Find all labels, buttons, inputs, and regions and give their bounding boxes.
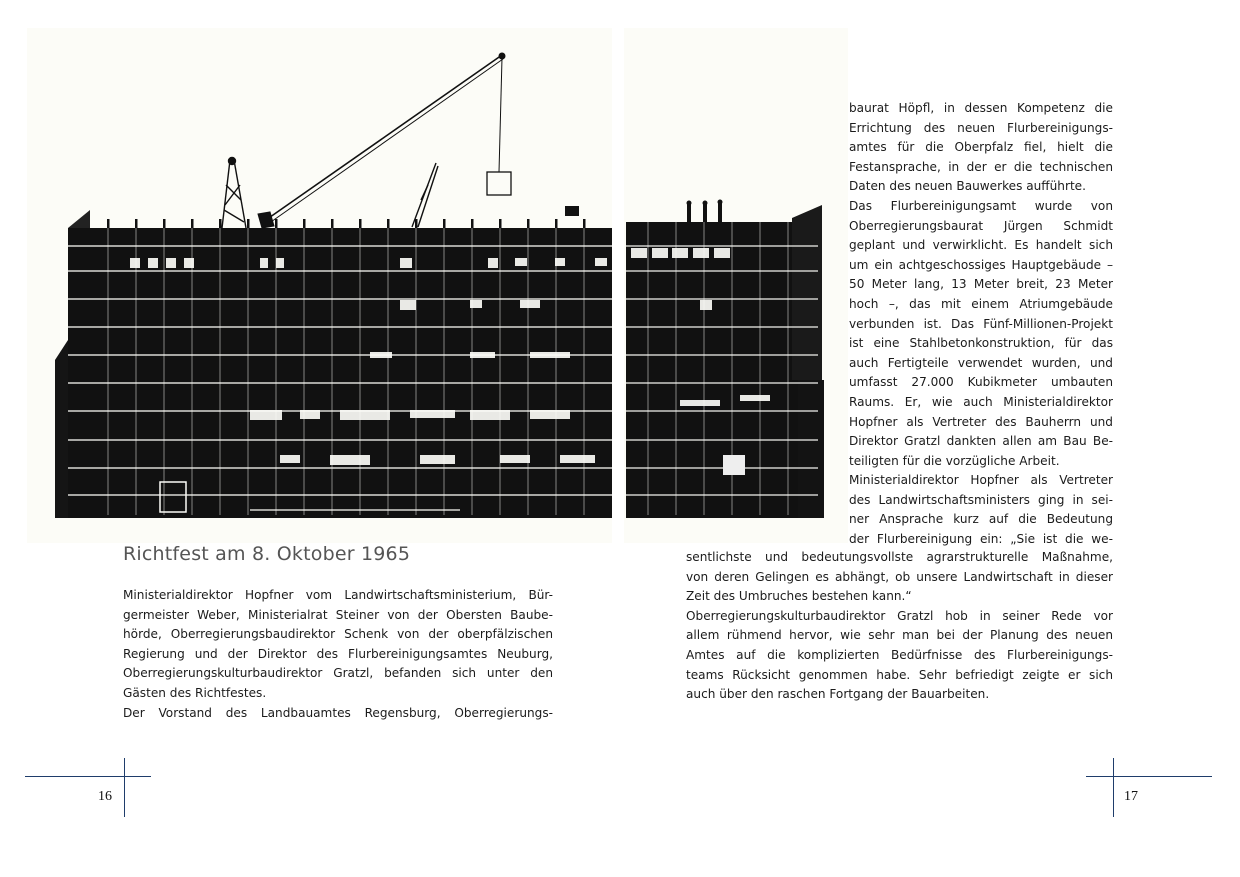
crop-mark-right-horizontal [1086, 776, 1212, 777]
window-patch [166, 258, 176, 268]
window-patch [672, 248, 688, 258]
rebar-stub [499, 219, 502, 228]
window-patch [470, 300, 482, 308]
window-patch [260, 258, 268, 268]
text-line: teiligten für die vorzügliche Arbeit. [849, 453, 1060, 468]
window-patch [148, 258, 158, 268]
window-patch [714, 248, 730, 258]
text-line: 50 Meter lang, 13 Meter breit, 23 Meter [849, 277, 1113, 292]
roof-workers [565, 200, 723, 223]
window-patch [693, 248, 709, 258]
text-line: germeister Weber, Ministerialrat Steiner von der Obersten Baube- [123, 607, 553, 622]
text-line: Das Flurbereinigungsamt wurde von [849, 198, 1113, 213]
text-line: von deren Gelingen es abhängt, ob unsere Landwirtschaft in dieser [686, 569, 1113, 584]
crop-mark-left-horizontal [25, 776, 151, 777]
window-patch [250, 410, 282, 420]
text-line: umfasst 27.000 Kubikmeter umbauten [849, 375, 1113, 390]
window-patch [488, 258, 498, 268]
text-line: geplant und verwirklicht. Es handelt sich [849, 238, 1113, 253]
window-patch [560, 455, 595, 463]
text-line: Festansprache, in der er die technischen [849, 159, 1113, 174]
text-line: auch über den raschen Fortgang der Bauarbeiten. [686, 687, 990, 702]
rebar-stub [359, 219, 362, 228]
window-patch [530, 352, 570, 358]
text-line: sentlichste und bedeutungsvollste agrarstrukturelle Maßnahme, [686, 550, 1113, 564]
rebar-stub [471, 219, 474, 228]
section-heading: Richtfest am 8. Oktober 1965 [123, 543, 411, 565]
text-line: Der Vorstand des Landbauamtes Regensburg, Oberregierungs- [123, 705, 553, 720]
text-line: Oberregierungskulturbaudirektor Gratzl, befanden sich unter den [123, 666, 553, 681]
text-line: ist eine Stahlbetonkonstruktion, für das [849, 336, 1113, 351]
window-patch [520, 300, 540, 308]
window-patch [595, 258, 607, 266]
window-patch [740, 395, 770, 401]
text-line: Amtes auf die komplizierten Bedürfnisse des Flurbereinigungs- [686, 647, 1113, 662]
rebar-stub [219, 219, 222, 228]
text-line: Direktor Gratzl dankten allen am Bau Be- [849, 434, 1113, 449]
text-line: Daten des neuen Bauwerkes aufführte. [849, 179, 1086, 194]
text-line: Raums. Er, wie auch Ministerialdirektor [849, 394, 1113, 409]
window-patch [500, 455, 530, 463]
small-crane [412, 163, 438, 227]
sign-board [723, 455, 745, 475]
text-line: auch Fertigteile verwendet wurden, und [849, 355, 1113, 370]
text-line: Ministerialdirektor Hopfner vom Landwirtschaftsministerium, Bür- [123, 588, 553, 602]
page-number-left: 16 [98, 789, 112, 804]
rebar-stub [107, 219, 110, 228]
text-line: amtes für die Oberpfalz fiel, hielt die [849, 140, 1113, 155]
text-line: Oberregierungskulturbaudirektor Gratzl hob in seiner Rede vor [686, 608, 1113, 623]
text-line: Ministerialdirektor Hopfner als Vertreter [849, 473, 1113, 488]
text-line: Errichtung des neuen Flurbereinigungs- [849, 120, 1113, 135]
window-patch [280, 455, 300, 463]
window-patch [276, 258, 284, 268]
window-patch [530, 410, 570, 419]
crop-mark-right-vertical [1113, 758, 1114, 817]
window-patch [652, 248, 668, 258]
window-patch [631, 248, 647, 258]
rebar-stub [191, 219, 194, 228]
window-patch [184, 258, 194, 268]
text-line: Regierung und der Direktor des Flurbereinigungsamtes Neuburg, [123, 646, 553, 661]
window-patch [470, 352, 495, 358]
text-line: teams Rücksicht genommen habe. Sehr befriedigt zeigte er sich [686, 667, 1113, 682]
right-page-wide-paragraph [686, 548, 1113, 705]
rebar-stub [247, 219, 250, 228]
text-line: allem rühmend hervor, wie sehr man bei der Planung des neuen [686, 628, 1113, 643]
rebar-stub [527, 219, 530, 228]
window-patch [370, 352, 392, 358]
text-line: der Flurbereinigung ein: „Sie ist die we- [849, 532, 1113, 547]
text-line: hörde, Oberregierungsbaudirektor Schenk von der oberpfälzischen [123, 627, 553, 642]
text-line: hoch –, das mit einem Atriumgebäude [849, 296, 1113, 311]
rebar-stub [135, 219, 138, 228]
text-line: ner Ansprache kurz auf die Bedeutung [849, 512, 1113, 527]
window-patch [470, 410, 510, 420]
text-line: des Landwirtschaftsministers ging in sei- [849, 492, 1113, 507]
rebar-stub [163, 219, 166, 228]
rebar-stub [331, 219, 334, 228]
right-page-column [849, 99, 1113, 550]
rebar-stub [275, 219, 278, 228]
text-line: Gästen des Richtfestes. [123, 685, 267, 700]
text-line: Hopfner als Vertreter des Bauherrn und [849, 414, 1113, 429]
rebar-stub [443, 219, 446, 228]
window-patch [700, 300, 712, 310]
window-patch [555, 258, 565, 266]
text-line: Oberregierungsbaurat Jürgen Schmidt [849, 218, 1113, 233]
window-patch [420, 455, 455, 464]
text-line: baurat Höpfl, in dessen Kompetenz die [849, 101, 1113, 115]
window-patch [410, 410, 455, 418]
window-patch [130, 258, 140, 268]
text-line: um ein achtgeschossiges Hauptgebäude – [849, 257, 1113, 272]
text-line: Zeit des Umbruches bestehen kann.“ [686, 589, 912, 604]
window-patch [515, 258, 527, 266]
window-patch [400, 258, 412, 268]
page-number-right: 17 [1124, 789, 1138, 804]
rooftop-rebar-stubs [107, 219, 586, 228]
rebar-stub [387, 219, 390, 228]
rebar-stub [415, 219, 418, 228]
rebar-stub [303, 219, 306, 228]
left-page-paragraph [123, 586, 553, 723]
window-patch [330, 455, 370, 465]
boom-crane [258, 53, 511, 228]
rebar-stub [555, 219, 558, 228]
window-patch [400, 300, 416, 310]
window-patch [300, 410, 320, 419]
text-line: verbunden ist. Das Fünf-Millionen-Projekt [849, 316, 1113, 331]
window-patch [680, 400, 720, 406]
rebar-stub [583, 219, 586, 228]
mast-crane [222, 158, 246, 229]
crop-mark-left-vertical [124, 758, 125, 817]
window-patch [340, 410, 390, 420]
